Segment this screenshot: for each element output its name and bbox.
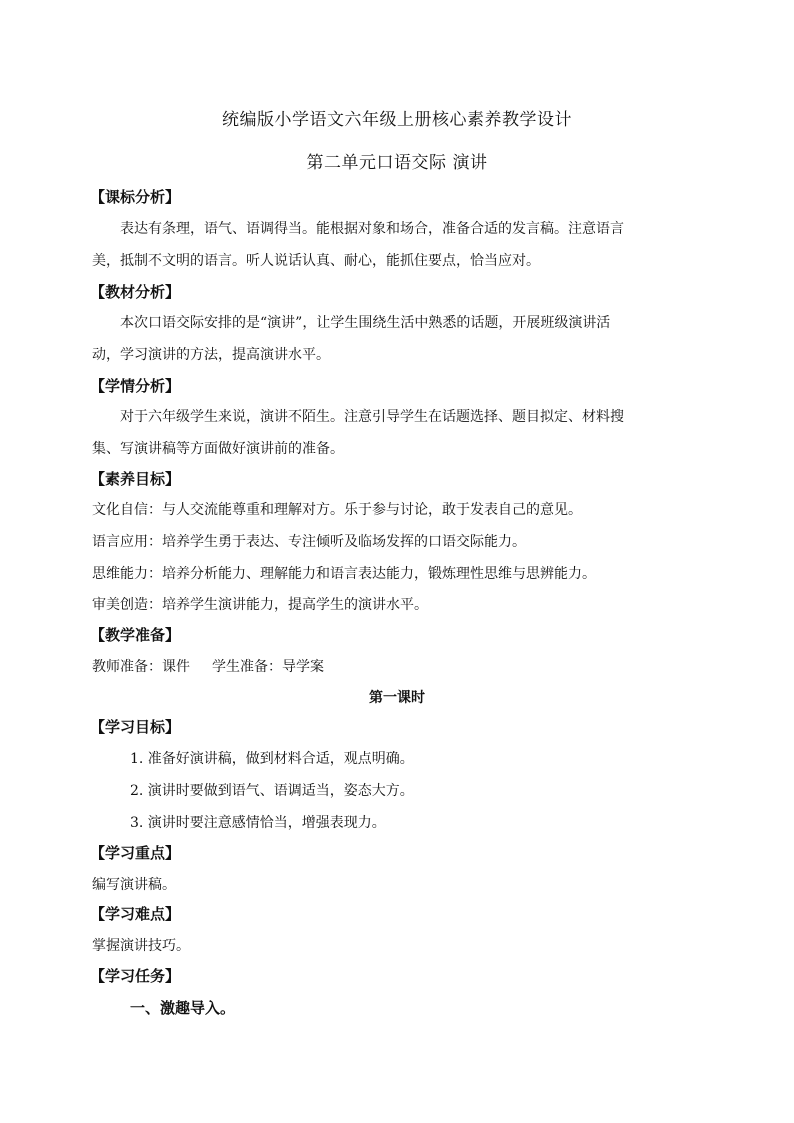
textbook-analysis-heading: 【教材分析】 <box>90 283 181 301</box>
curriculum-analysis-line-1: 表达有条理，语气、语调得当。能根据对象和场合，准备合适的发言稿。注意语言 <box>120 221 624 237</box>
teaching-prep-heading: 【教学准备】 <box>90 626 181 644</box>
key-point-text: 编写演讲稿。 <box>92 877 176 893</box>
lesson-label: 第一课时 <box>369 690 425 706</box>
literacy-goals-heading: 【素养目标】 <box>90 470 181 488</box>
goal-aesthetic-creation: 审美创造：培养学生演讲能力，提高学生的演讲水平。 <box>92 597 428 613</box>
difficulty-heading: 【学习难点】 <box>90 905 181 923</box>
learning-tasks-heading: 【学习任务】 <box>90 967 181 985</box>
student-analysis-heading: 【学情分析】 <box>90 377 181 395</box>
objective-2: 2. 演讲时要做到语气、语调适当，姿态大方。 <box>130 783 414 799</box>
task-1: 一、激趣导入。 <box>130 999 236 1017</box>
goal-cultural-confidence: 文化自信：与人交流能尊重和理解对方。乐于参与讨论，敢于发表自己的意见。 <box>92 502 582 518</box>
objective-1: 1. 准备好演讲稿，做到材料合适，观点明确。 <box>130 751 414 767</box>
student-analysis-line-2: 集、写演讲稿等方面做好演讲前的准备。 <box>92 441 344 457</box>
learning-objectives-heading: 【学习目标】 <box>90 718 181 736</box>
document-title: 统编版小学语文六年级上册核心素养教学设计 <box>222 110 572 130</box>
curriculum-analysis-line-2: 美，抵制不文明的语言。听人说话认真、耐心，能抓住要点，恰当应对。 <box>92 253 540 269</box>
student-prep: 学生准备：导学案 <box>212 659 324 675</box>
teaching-prep-line <box>92 656 324 676</box>
document-subtitle: 第二单元口语交际 演讲 <box>306 153 488 173</box>
goal-thinking-ability: 思维能力：培养分析能力、理解能力和语言表达能力，锻炼理性思维与思辨能力。 <box>92 566 596 582</box>
curriculum-analysis-heading: 【课标分析】 <box>90 188 181 206</box>
teacher-prep: 教师准备：课件 <box>92 659 190 675</box>
textbook-analysis-line-1: 本次口语交际安排的是“演讲”，让学生围绕生活中熟悉的话题，开展班级演讲活 <box>120 315 611 331</box>
key-point-heading: 【学习重点】 <box>90 844 181 862</box>
objective-3: 3. 演讲时要注意感情恰当，增强表现力。 <box>130 815 386 831</box>
student-analysis-line-1: 对于六年级学生来说，演讲不陌生。注意引导学生在话题选择、题目拟定、材料搜 <box>120 409 624 425</box>
textbook-analysis-line-2: 动，学习演讲的方法，提高演讲水平。 <box>92 347 330 363</box>
goal-language-use: 语言应用：培养学生勇于表达、专注倾听及临场发挥的口语交际能力。 <box>92 534 526 550</box>
difficulty-text: 掌握演讲技巧。 <box>92 938 190 954</box>
